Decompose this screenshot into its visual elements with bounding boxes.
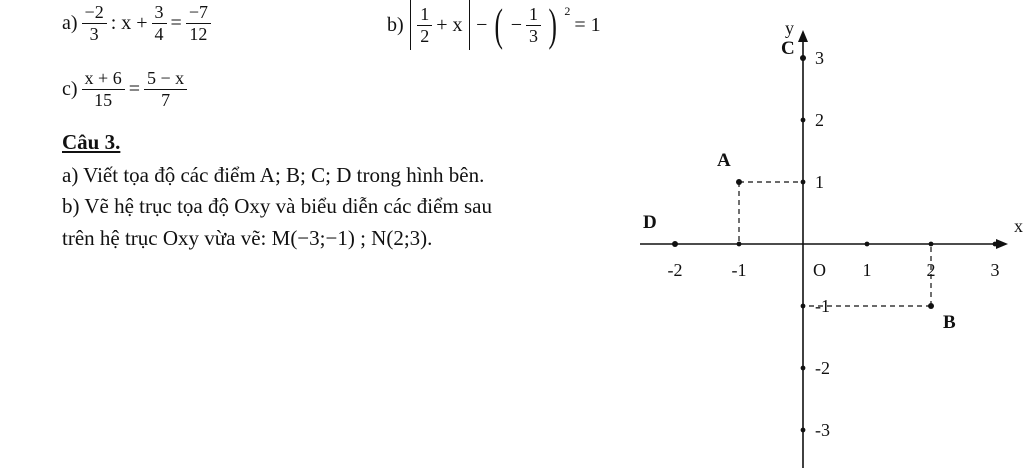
- x-axis-label: x: [1014, 216, 1023, 236]
- point-b: [928, 303, 934, 309]
- numerator: 3: [152, 2, 167, 24]
- point-label-b: B: [943, 312, 956, 333]
- y-tick-label: -2: [815, 358, 830, 378]
- y-tick-dot: [801, 180, 806, 185]
- denominator: 12: [189, 23, 208, 44]
- y-tick-label: 3: [815, 48, 824, 68]
- y-tick-label: 2: [815, 110, 824, 130]
- y-tick-label: 1: [815, 172, 824, 192]
- points: [643, 38, 956, 333]
- equals-sign: =: [170, 11, 182, 34]
- y-tick-dot: [801, 366, 806, 371]
- point-label-a: A: [717, 150, 731, 171]
- point-label-c: C: [781, 38, 795, 59]
- section-heading: Câu 3.: [62, 130, 121, 154]
- point-label-d: D: [643, 212, 657, 233]
- numerator: 5 − x: [144, 68, 187, 90]
- exercise-b-label: b): [387, 13, 404, 36]
- numerator: x + 6: [82, 68, 125, 90]
- x-tick-label: 1: [862, 260, 872, 280]
- denominator: 4: [154, 23, 164, 44]
- y-tick-label: -3: [815, 420, 830, 440]
- question-b-text: b) Vẽ hệ trục tọa độ Oxy và biểu diễn các điểm sau: [62, 194, 492, 218]
- plus-x: + x: [436, 13, 463, 36]
- x-tick-label: -1: [731, 260, 747, 280]
- point-a: [736, 179, 742, 185]
- question-b-text-cont: trên hệ trục Oxy vừa vẽ: M(−3;−1) ; N(2;3).: [62, 226, 433, 250]
- x-tick-dot: [865, 242, 870, 247]
- close-paren: ): [548, 0, 557, 50]
- point-c: [800, 55, 806, 61]
- open-paren: (: [494, 0, 504, 50]
- x-tick-dot: [993, 242, 998, 247]
- denominator: 15: [94, 89, 113, 110]
- question-a-text: a) Viết tọa độ các điểm A; B; C; D trong hình bên.: [62, 163, 485, 187]
- right-hand-side: = 1: [574, 13, 601, 36]
- numerator: 1: [417, 4, 432, 26]
- x-axis-arrow: [996, 239, 1008, 249]
- point-d: [672, 241, 678, 247]
- denominator: 3: [529, 25, 539, 46]
- y-tick-dot: [801, 118, 806, 123]
- inner-minus-sign: −: [510, 13, 523, 36]
- denominator: 7: [161, 89, 171, 110]
- equals-sign: =: [128, 77, 140, 100]
- numerator: 1: [526, 4, 541, 26]
- denominator: 3: [89, 23, 99, 44]
- x-tick-label: 2: [926, 260, 936, 280]
- exponent: 2: [564, 4, 571, 18]
- y-tick-dot: [801, 428, 806, 433]
- x-tick-label: 3: [990, 260, 1000, 280]
- numerator: −2: [82, 2, 107, 24]
- x-tick-label: -2: [667, 260, 683, 280]
- numerator: −7: [186, 2, 211, 24]
- y-axis-label: y: [785, 18, 794, 38]
- y-tick-label: -1: [815, 296, 830, 316]
- exercise-c-label: c): [62, 77, 78, 100]
- y-tick-dot: [801, 304, 806, 309]
- denominator: 2: [420, 25, 430, 46]
- minus-sign: −: [476, 13, 488, 36]
- x-tick-dot: [737, 242, 742, 247]
- operator: : x +: [110, 11, 148, 34]
- exercise-a-label: a): [62, 11, 78, 34]
- origin-label: O: [813, 260, 826, 280]
- y-axis-arrow: [798, 30, 808, 42]
- x-tick-dot: [929, 242, 934, 247]
- axes: [640, 18, 1023, 468]
